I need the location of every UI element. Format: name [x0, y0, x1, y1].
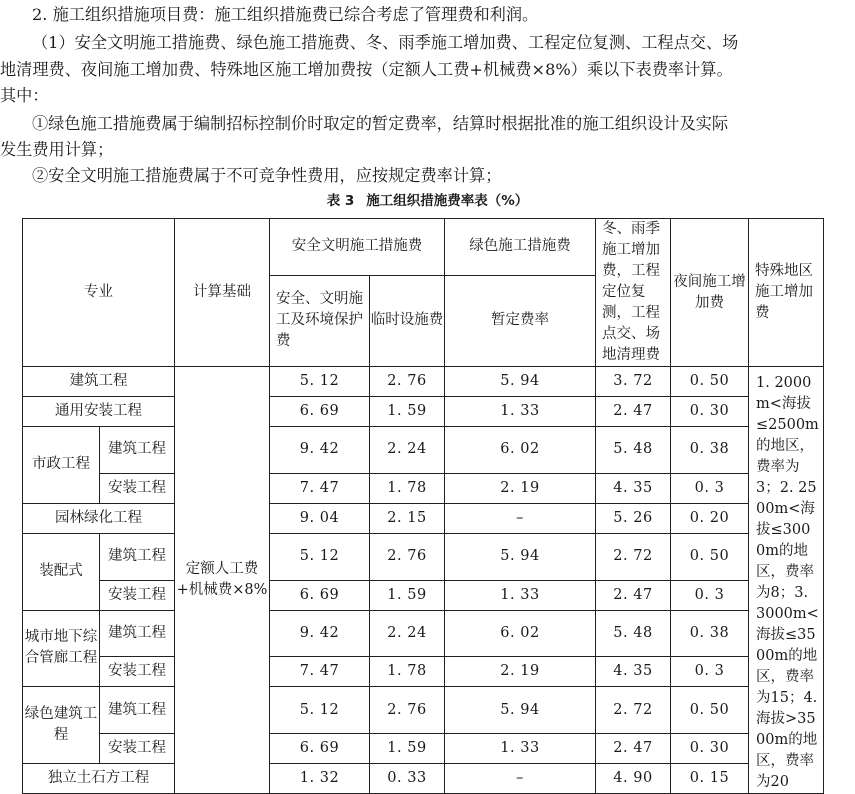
row-name: 独立土石方工程	[23, 764, 175, 794]
cell-safety: 5. 12	[270, 687, 370, 734]
cell-night: 0. 50	[671, 687, 749, 734]
header-night: 夜间施工增加费	[671, 219, 749, 367]
cell-temp: 2. 76	[370, 687, 445, 734]
group-prefab: 装配式	[23, 533, 100, 610]
sub-install: 安装工程	[100, 734, 175, 764]
cell-green: –	[445, 503, 596, 533]
cell-night: 0. 30	[671, 734, 749, 764]
intro-line-1-text: 2. 施工组织措施项目费：施工组织措施费已综合考虑了管理费和利润。	[32, 5, 539, 24]
intro-line-5	[0, 111, 846, 137]
table-row	[23, 764, 824, 794]
cell-green: –	[445, 764, 596, 794]
cell-green: 2. 19	[445, 473, 596, 503]
header-safety-env: 安全、文明施工及环境保护费	[270, 275, 370, 366]
table-row	[23, 610, 824, 657]
cell-temp: 1. 78	[370, 473, 445, 503]
header-winter: 冬、雨季施工增加费，工程定位复测，工程点交、场地清理费	[596, 219, 671, 367]
intro-line-5-text: ①绿色施工措施费属于编制招标控制价时取定的暂定费率，结算时根据批准的施工组织设计及实际	[32, 114, 729, 133]
cell-night: 0. 38	[671, 610, 749, 657]
intro-line-7-text: ②安全文明施工措施费属于不可竞争性费用，应按规定费率计算；	[32, 166, 502, 185]
cell-night: 0. 3	[671, 580, 749, 610]
cell-night: 0. 50	[671, 367, 749, 397]
table-row	[23, 734, 824, 764]
cell-winter: 4. 35	[596, 473, 671, 503]
row-name: 建筑工程	[23, 367, 175, 397]
cell-temp: 1. 59	[370, 580, 445, 610]
intro-line-4: 其中：	[0, 86, 49, 105]
cell-green: 2. 19	[445, 657, 596, 687]
cell-safety: 9. 42	[270, 427, 370, 474]
sub-install: 安装工程	[100, 657, 175, 687]
cell-temp: 1. 59	[370, 397, 445, 427]
cell-temp: 2. 76	[370, 367, 445, 397]
cell-winter: 5. 26	[596, 503, 671, 533]
cell-temp: 1. 78	[370, 657, 445, 687]
cell-safety: 1. 32	[270, 764, 370, 794]
cell-safety: 5. 12	[270, 367, 370, 397]
group-municipal: 市政工程	[23, 427, 100, 504]
table-header-row-1	[23, 219, 824, 276]
table-caption-title: 施工组织措施费率表（%）	[366, 193, 529, 209]
group-utility-tunnel: 城市地下综合管廊工程	[23, 610, 100, 687]
cell-safety: 6. 69	[270, 397, 370, 427]
header-temp-facility: 临时设施费	[370, 275, 445, 366]
sub-building: 建筑工程	[100, 687, 175, 734]
table-caption-number: 表 3	[326, 193, 355, 209]
intro-line-1	[0, 2, 846, 28]
intro-line-7	[0, 163, 846, 189]
cell-night: 0. 15	[671, 764, 749, 794]
cell-green: 1. 33	[445, 397, 596, 427]
cell-green: 5. 94	[445, 533, 596, 580]
cell-safety: 9. 42	[270, 610, 370, 657]
cell-night: 0. 50	[671, 533, 749, 580]
header-major: 专业	[23, 219, 175, 367]
cell-winter: 2. 72	[596, 533, 671, 580]
cell-temp: 0. 33	[370, 764, 445, 794]
header-safety-group: 安全文明施工措施费	[270, 219, 445, 276]
cell-night: 0. 3	[671, 473, 749, 503]
row-name: 通用安装工程	[23, 397, 175, 427]
cell-safety: 7. 47	[270, 657, 370, 687]
cell-green: 6. 02	[445, 610, 596, 657]
cell-safety: 6. 69	[270, 580, 370, 610]
table-row	[23, 687, 824, 734]
cell-winter: 2. 72	[596, 687, 671, 734]
table-row	[23, 367, 824, 397]
sub-install: 安装工程	[100, 580, 175, 610]
sub-building: 建筑工程	[100, 533, 175, 580]
table-row	[23, 533, 824, 580]
table-row	[23, 503, 824, 533]
header-special: 特殊地区施工增加费	[749, 219, 824, 367]
intro-line-3: 地清理费、夜间施工增加费、特殊地区施工增加费按（定额人工费+机械费×8%）乘以下表费率计算。	[0, 60, 733, 79]
cell-green: 1. 33	[445, 580, 596, 610]
cell-temp: 2. 15	[370, 503, 445, 533]
group-green-building: 绿色建筑工程	[23, 687, 100, 764]
cell-winter: 3. 72	[596, 367, 671, 397]
table-caption	[0, 192, 855, 210]
cell-winter: 5. 48	[596, 427, 671, 474]
table-row	[23, 473, 824, 503]
header-basis: 计算基础	[175, 219, 270, 367]
cell-temp: 1. 59	[370, 734, 445, 764]
cell-winter: 2. 47	[596, 397, 671, 427]
table-row	[23, 397, 824, 427]
cell-green: 6. 02	[445, 427, 596, 474]
intro-line-2-text: （1）安全文明施工措施费、绿色施工措施费、冬、雨季施工增加费、工程定位复测、工程点交、场	[32, 33, 739, 52]
cell-temp: 2. 76	[370, 533, 445, 580]
cell-safety: 5. 12	[270, 533, 370, 580]
intro-line-6: 发生费用计算；	[0, 140, 114, 159]
row-name: 园林绿化工程	[23, 503, 175, 533]
sub-building: 建筑工程	[100, 610, 175, 657]
cell-temp: 2. 24	[370, 610, 445, 657]
cell-night: 0. 30	[671, 397, 749, 427]
header-green-group: 绿色施工措施费	[445, 219, 596, 276]
table-row	[23, 580, 824, 610]
cell-winter: 4. 35	[596, 657, 671, 687]
cell-winter: 2. 47	[596, 580, 671, 610]
rate-table	[22, 218, 824, 794]
basis-cell: 定额人工费+机械费×8%	[175, 367, 270, 794]
header-green-rate: 暂定费率	[445, 275, 596, 366]
cell-safety: 9. 04	[270, 503, 370, 533]
cell-temp: 2. 24	[370, 427, 445, 474]
cell-safety: 7. 47	[270, 473, 370, 503]
cell-winter: 4. 90	[596, 764, 671, 794]
cell-night: 0. 20	[671, 503, 749, 533]
cell-green: 5. 94	[445, 687, 596, 734]
cell-safety: 6. 69	[270, 734, 370, 764]
cell-green: 5. 94	[445, 367, 596, 397]
table-row	[23, 427, 824, 474]
special-note-cell: 1. 2000m<海拔≤2500m的地区，费率为3；2. 2500m<海拔≤3000m的地区，费率为8；3. 3000m<海拔≤3500m的地区，费率为15；4. 海拔>3500m的地区，费率为20	[749, 367, 824, 794]
sub-building: 建筑工程	[100, 427, 175, 474]
cell-night: 0. 3	[671, 657, 749, 687]
cell-winter: 5. 48	[596, 610, 671, 657]
cell-green: 1. 33	[445, 734, 596, 764]
cell-winter: 2. 47	[596, 734, 671, 764]
intro-line-2	[0, 30, 846, 56]
cell-night: 0. 38	[671, 427, 749, 474]
table-row	[23, 657, 824, 687]
sub-install: 安装工程	[100, 473, 175, 503]
